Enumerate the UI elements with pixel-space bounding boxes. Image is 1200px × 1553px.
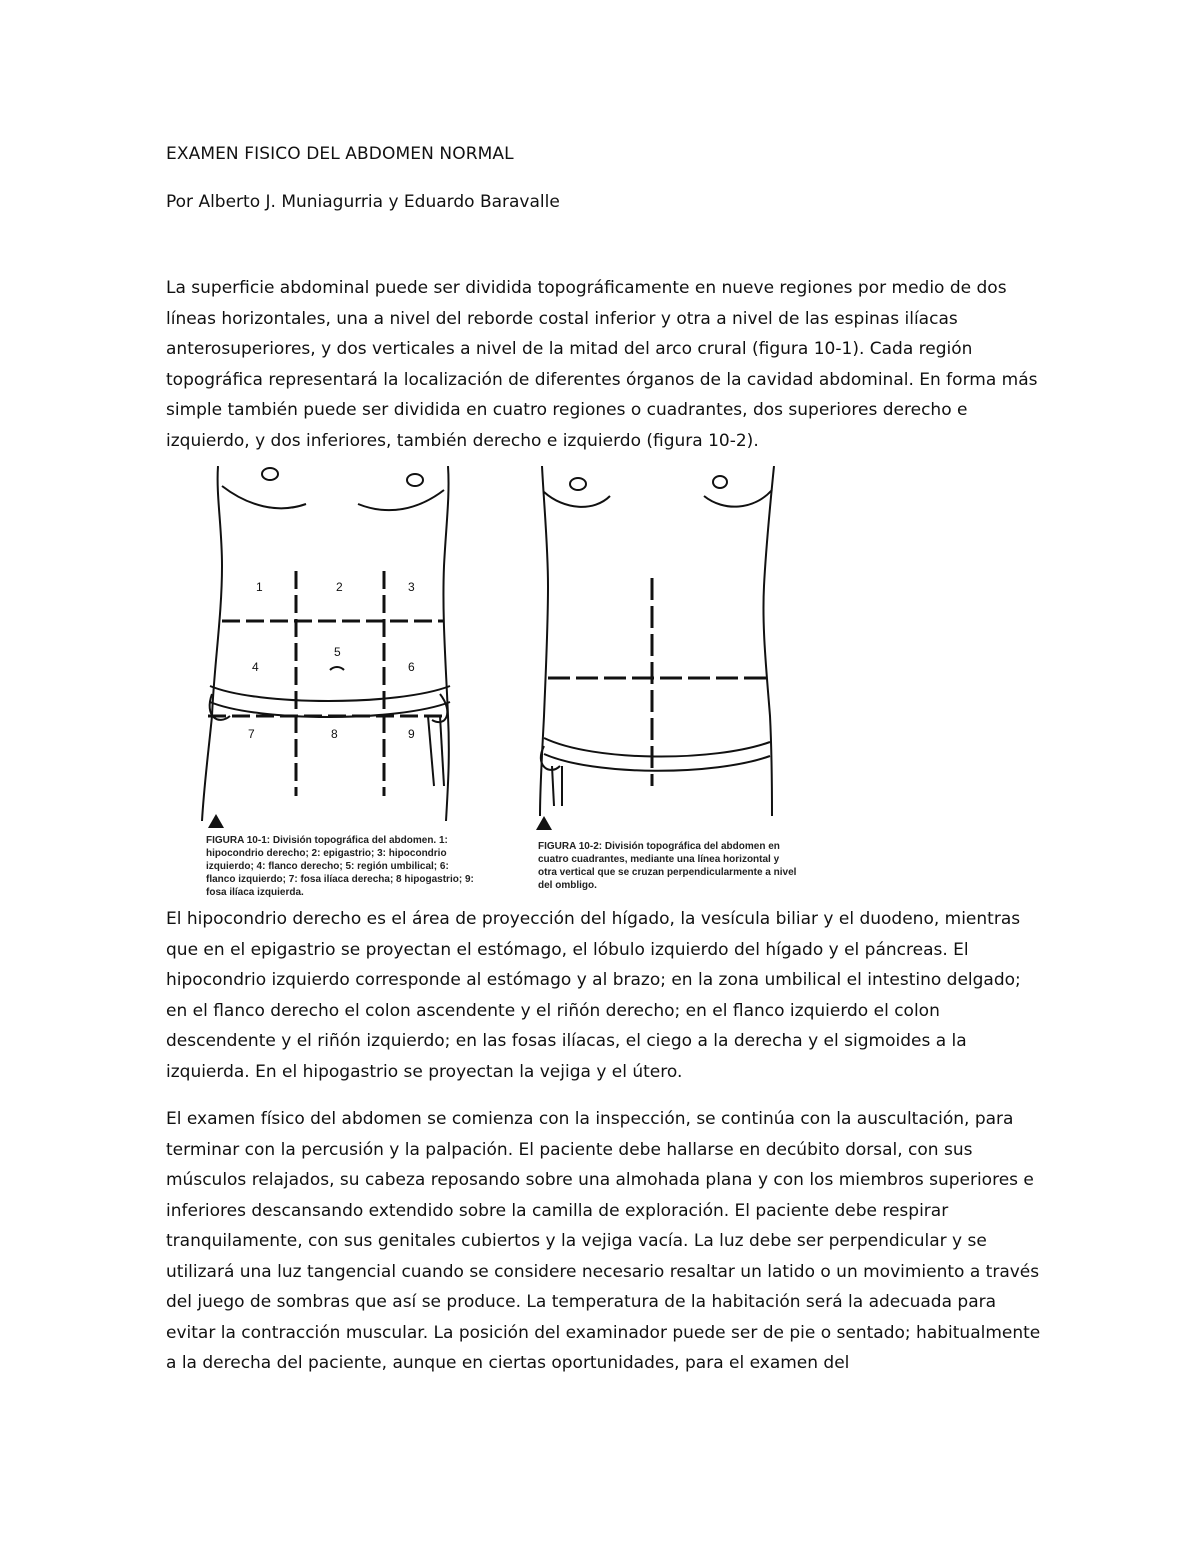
region-label-9: 9 bbox=[408, 727, 415, 741]
nine-regions-diagram-icon bbox=[178, 466, 478, 826]
region-label-2: 2 bbox=[336, 580, 343, 594]
region-label-7: 7 bbox=[248, 727, 255, 741]
region-label-5: 5 bbox=[334, 645, 341, 659]
paragraph-exam: El examen físico del abdomen se comienza con la inspección, se continúa con la auscultación, para terminar con la percusión y la palpación. El paciente debe hallarse en decúbito dorsal, con sus músculos relajados, su cabeza reposando sobre una almohada plana y con los miembros superiores e inferiores descansando extendido sobre la camilla de exploración. El paciente debe respirar tranquilamente, con sus genitales cubiertos y la vejiga vacía. La luz debe ser perpendicular y se utilizará una luz tangencial cuando se considere necesario resaltar un latido o un movimiento a través del juego de sombras que así se produce. La temperatura de la habitación será la adecuada para evitar la contracción muscular. La posición del examinador puede ser de pie o sentado; habitualmente a la derecha del paciente, aunque en ciertas oportunidades, para el examen del bbox=[166, 1109, 1041, 1373]
figure-10-2 bbox=[534, 466, 804, 896]
document-body bbox=[166, 140, 1046, 1379]
paragraph-regions: La superficie abdominal puede ser dividida topográficamente en nueve regiones por medio de dos líneas horizontales, una a nivel del reborde costal inferior y otra a nivel de las espinas ilíacas anterosuperiores, y dos verticales a nivel de la mitad del arco crural (figura 10-1). Cada región topográfica representará la localización de diferentes órganos de la cavidad abdominal. En forma más simple también puede ser dividida en cuatro regiones o cuadrantes, dos superiores derecho e izquierdo, y dos inferiores, también derecho e izquierdo (figura 10-2). bbox=[166, 278, 1038, 451]
document-authors: Por Alberto J. Muniagurria y Eduardo Baravalle bbox=[166, 192, 560, 212]
figure-pointer-icon bbox=[536, 816, 552, 830]
region-label-3: 3 bbox=[408, 580, 415, 594]
document-title: EXAMEN FISICO DEL ABDOMEN NORMAL bbox=[166, 144, 514, 164]
four-quadrants-diagram-icon bbox=[534, 466, 804, 826]
figure-10-2-caption: FIGURA 10-2: División topográfica del abdomen en cuatro cuadrantes, mediante una línea horizontal y otra vertical que se cruzan perpendicularmente a nivel del ombligo. bbox=[538, 841, 797, 891]
figure-pointer-icon bbox=[208, 814, 224, 828]
region-label-8: 8 bbox=[331, 727, 338, 741]
figures-row bbox=[166, 466, 1046, 904]
region-label-6: 6 bbox=[408, 660, 415, 674]
paragraph-organs: El hipocondrio derecho es el área de proyección del hígado, la vesícula biliar y el duodeno, mientras que en el epigastrio se proyectan el estómago, el lóbulo izquierdo del hígado y el páncreas. El hipocondrio izquierdo corresponde al estómago y al brazo; en la zona umbilical el intestino delgado; en el flanco derecho el colon ascendente y el riñón derecho; en el flanco izquierdo el colon descendente y el riñón izquierdo; en las fosas ilíacas, el ciego a la derecha y el sigmoides a la izquierda. En el hipogastrio se proyectan la vejiga y el útero. bbox=[166, 909, 1021, 1082]
region-label-4: 4 bbox=[252, 660, 259, 674]
figure-10-1-caption: FIGURA 10-1: División topográfica del abdomen. 1: hipocondrio derecho; 2: epigastrio; 3: hipocondrio izquierdo; 4: flanco derecho; 5: región umbilical; 6: flanco izquierdo; 7: fosa ilíaca derecha; 8 hipogastrio; 9: fosa ilíaca izquierda. bbox=[206, 835, 474, 898]
region-label-1: 1 bbox=[256, 580, 263, 594]
figure-10-1 bbox=[178, 466, 478, 896]
